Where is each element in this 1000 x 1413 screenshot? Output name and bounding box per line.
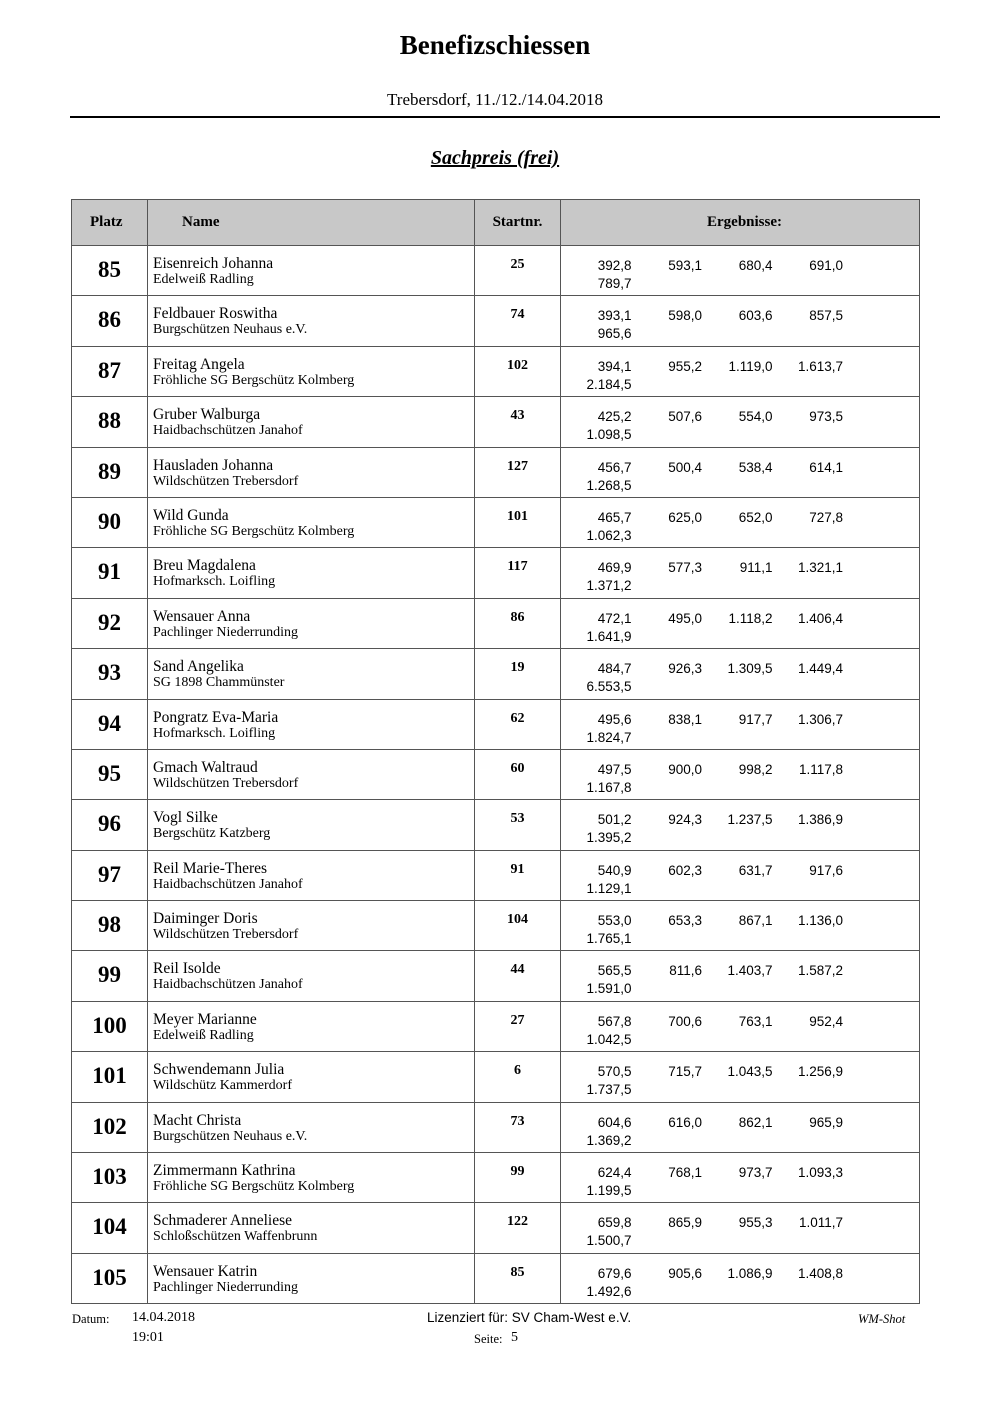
event-location-date: Trebersdorf, 11./12./14.04.2018	[387, 90, 603, 109]
results-cell	[561, 1102, 920, 1152]
result-value: 392,8	[597, 258, 632, 273]
name-cell	[148, 699, 475, 749]
result-value: 865,9	[668, 1215, 702, 1231]
table-row	[72, 1102, 920, 1152]
result-value: 1.093,3	[797, 1165, 843, 1181]
result-value: 1.062,3	[586, 527, 632, 543]
result-value: 393,1	[597, 308, 632, 324]
result-value: 540,9	[597, 862, 632, 878]
startnr-cell: 86	[475, 598, 561, 648]
startnr-cell: 99	[475, 1153, 561, 1203]
result-value: 905,6	[668, 1265, 702, 1281]
name-cell	[148, 598, 475, 648]
result-value: 1.492,6	[586, 1283, 632, 1299]
participant-name: Zimmermann Kathrina	[153, 1162, 296, 1180]
result-value: 965,9	[809, 1114, 843, 1130]
result-value: 924,3	[668, 812, 702, 828]
result-value: 1.043,5	[727, 1064, 773, 1080]
column-header-platz: Platz	[72, 200, 148, 246]
name-cell	[148, 1203, 475, 1253]
platz-cell: 93	[72, 649, 148, 699]
result-value: 497,5	[597, 761, 632, 777]
result-value: 973,7	[738, 1165, 773, 1181]
result-value: 1.765,1	[586, 931, 632, 947]
name-cell	[148, 901, 475, 951]
result-value: 1.587,2	[797, 963, 843, 979]
club-name: Hofmarksch. Loifling	[153, 574, 276, 590]
result-value: 1.237,5	[727, 812, 773, 828]
platz-cell: 96	[72, 800, 148, 850]
startnr-cell: 60	[475, 749, 561, 799]
participant-name: Schmaderer Anneliese	[153, 1212, 293, 1230]
result-value: 570,5	[597, 1064, 632, 1080]
table-row	[72, 1052, 920, 1102]
table-row	[72, 850, 920, 900]
platz-cell: 103	[72, 1153, 148, 1203]
club-name: Wildschützen Trebersdorf	[153, 473, 299, 489]
result-value: 624,4	[597, 1165, 632, 1181]
participant-name: Daiminger Doris	[153, 910, 258, 928]
club-name: Wildschütz Kammerdorf	[153, 1078, 293, 1094]
participant-name: Meyer Marianne	[153, 1010, 257, 1028]
club-name: Pachlinger Niederrunding	[153, 624, 299, 640]
result-value: 567,8	[597, 1013, 632, 1029]
participant-name: Hausladen Johanna	[153, 456, 274, 474]
result-value: 1.098,5	[586, 427, 632, 443]
startnr-cell: 74	[475, 296, 561, 346]
name-cell	[148, 649, 475, 699]
result-value: 1.369,2	[586, 1132, 632, 1148]
results-cell	[561, 649, 920, 699]
result-value: 900,0	[668, 761, 702, 777]
result-value: 598,0	[668, 308, 702, 324]
results-cell	[561, 1203, 920, 1253]
page-footer	[0, 1310, 1000, 1350]
result-value: 1.118,2	[728, 610, 773, 626]
club-name: SG 1898 Chammünster	[153, 675, 285, 691]
table-row	[72, 296, 920, 346]
table-row	[72, 598, 920, 648]
results-cell	[561, 548, 920, 598]
result-value: 811,6	[669, 963, 702, 979]
document-title: Benefizschiessen	[399, 30, 591, 60]
results-cell	[561, 850, 920, 900]
platz-cell: 100	[72, 1001, 148, 1051]
result-value: 965,6	[597, 326, 632, 342]
result-value: 955,3	[738, 1215, 773, 1231]
result-value: 1.129,1	[586, 880, 632, 896]
result-value: 2.184,5	[586, 376, 632, 392]
result-value: 1.449,4	[797, 661, 843, 677]
startnr-cell: 122	[475, 1203, 561, 1253]
result-value: 1.613,7	[797, 358, 843, 374]
result-value: 1.042,5	[586, 1031, 632, 1047]
name-cell	[148, 1102, 475, 1152]
result-value: 507,6	[668, 409, 702, 425]
result-value: 6.553,5	[586, 679, 632, 695]
result-value: 857,5	[809, 308, 843, 324]
platz-cell: 88	[72, 397, 148, 447]
result-value: 926,3	[668, 661, 702, 677]
club-name: Fröhliche SG Bergschütz Kolmberg	[153, 372, 355, 388]
participant-name: Breu Magdalena	[153, 557, 256, 575]
startnr-cell: 91	[475, 850, 561, 900]
result-value: 1.591,0	[586, 981, 632, 997]
result-value: 553,0	[597, 913, 632, 929]
participant-name: Schwendemann Julia	[153, 1061, 285, 1079]
table-row	[72, 1001, 920, 1051]
result-value: 1.395,2	[586, 830, 632, 846]
result-value: 679,6	[597, 1265, 632, 1281]
results-cell	[561, 296, 920, 346]
platz-cell: 101	[72, 1052, 148, 1102]
table-row	[72, 699, 920, 749]
result-value: 593,1	[668, 258, 702, 273]
table-row	[72, 1153, 920, 1203]
table-row	[72, 1203, 920, 1253]
column-header-name: Name	[148, 200, 475, 246]
section-title: Sachpreis (frei)	[430, 147, 560, 169]
column-header-startnr: Startnr.	[475, 200, 561, 246]
club-name: Wildschützen Trebersdorf	[153, 927, 299, 943]
result-value: 952,4	[809, 1013, 843, 1029]
result-value: 1.011,7	[798, 1215, 843, 1231]
results-cell	[561, 1001, 920, 1051]
name-cell	[148, 1253, 475, 1303]
club-name: Haidbachschützen Janahof	[153, 977, 303, 993]
result-value: 1.117,8	[798, 761, 843, 777]
results-cell	[561, 246, 920, 296]
name-cell	[148, 246, 475, 296]
platz-cell: 105	[72, 1253, 148, 1303]
result-value: 495,6	[597, 711, 632, 727]
startnr-cell: 44	[475, 951, 561, 1001]
platz-cell: 104	[72, 1203, 148, 1253]
results-cell	[561, 1153, 920, 1203]
results-cell	[561, 749, 920, 799]
results-cell	[561, 901, 920, 951]
result-value: 911,1	[739, 560, 773, 576]
name-cell	[148, 800, 475, 850]
result-value: 602,3	[668, 862, 702, 878]
startnr-cell: 27	[475, 1001, 561, 1051]
name-cell	[148, 346, 475, 396]
club-name: Wildschützen Trebersdorf	[153, 775, 299, 791]
table-row	[72, 1253, 920, 1303]
result-value: 538,4	[738, 459, 773, 475]
results-cell	[561, 447, 920, 497]
result-value: 867,1	[738, 913, 773, 929]
results-cell	[561, 951, 920, 1001]
club-name: Burgschützen Neuhaus e.V.	[153, 1128, 308, 1144]
result-value: 1.167,8	[586, 779, 632, 795]
result-value: 1.199,5	[586, 1183, 632, 1199]
result-value: 472,1	[597, 610, 632, 626]
result-value: 565,5	[597, 963, 632, 979]
result-value: 973,5	[809, 409, 843, 425]
startnr-cell: 6	[475, 1052, 561, 1102]
name-cell	[148, 1001, 475, 1051]
result-value: 1.403,7	[727, 963, 773, 979]
result-value: 554,0	[738, 409, 773, 425]
result-value: 614,1	[809, 459, 843, 475]
participant-name: Macht Christa	[153, 1111, 242, 1129]
result-value: 1.371,2	[586, 578, 632, 594]
result-value: 604,6	[597, 1114, 632, 1130]
result-value: 495,0	[668, 610, 702, 626]
result-value: 1.406,4	[797, 610, 843, 626]
result-value: 500,4	[668, 459, 702, 475]
table-row	[72, 246, 920, 296]
startnr-cell: 101	[475, 497, 561, 547]
results-cell	[561, 598, 920, 648]
participant-name: Wensauer Katrin	[153, 1262, 258, 1280]
result-value: 577,3	[668, 560, 702, 576]
table-header-row	[72, 200, 920, 246]
result-value: 917,6	[809, 862, 843, 878]
result-value: 501,2	[597, 812, 632, 828]
results-cell	[561, 397, 920, 447]
startnr-cell: 19	[475, 649, 561, 699]
participant-name: Eisenreich Johanna	[153, 255, 274, 272]
club-name: Edelweiß Radling	[153, 1027, 254, 1043]
result-value: 1.641,9	[586, 628, 632, 644]
result-value: 394,1	[597, 358, 632, 374]
platz-cell: 87	[72, 346, 148, 396]
result-value: 425,2	[597, 409, 632, 425]
result-value: 838,1	[668, 711, 702, 727]
participant-name: Feldbauer Roswitha	[153, 305, 278, 323]
club-name: Hofmarksch. Loifling	[153, 725, 276, 741]
footer-license: Lizenziert für: SV Cham-West e.V.	[427, 1310, 632, 1325]
results-cell	[561, 800, 920, 850]
result-value: 1.408,8	[797, 1265, 843, 1281]
result-value: 917,7	[738, 711, 773, 727]
name-cell	[148, 497, 475, 547]
participant-name: Wild Gunda	[153, 506, 229, 524]
column-header-ergebnisse: Ergebnisse:	[561, 200, 920, 246]
name-cell	[148, 749, 475, 799]
result-value: 616,0	[668, 1114, 702, 1130]
participant-name: Wensauer Anna	[153, 607, 251, 625]
result-value: 715,7	[668, 1064, 702, 1080]
result-value: 659,8	[597, 1215, 632, 1231]
result-value: 1.500,7	[586, 1233, 632, 1249]
table-row	[72, 800, 920, 850]
name-cell	[148, 397, 475, 447]
platz-cell: 89	[72, 447, 148, 497]
footer-page-number: 5	[511, 1330, 518, 1345]
table-row	[72, 649, 920, 699]
platz-cell: 95	[72, 749, 148, 799]
result-value: 652,0	[738, 509, 773, 525]
platz-cell: 90	[72, 497, 148, 547]
startnr-cell: 127	[475, 447, 561, 497]
result-value: 691,0	[809, 258, 843, 273]
participant-name: Freitag Angela	[153, 355, 245, 373]
name-cell	[148, 1052, 475, 1102]
results-cell	[561, 346, 920, 396]
startnr-cell: 53	[475, 800, 561, 850]
footer-date-label: Datum:	[72, 1312, 110, 1326]
startnr-cell: 85	[475, 1253, 561, 1303]
startnr-cell: 62	[475, 699, 561, 749]
result-value: 700,6	[668, 1013, 702, 1029]
result-value: 1.309,5	[727, 661, 773, 677]
result-value: 456,7	[597, 459, 632, 475]
participant-name: Gmach Waltraud	[153, 758, 258, 776]
startnr-cell: 102	[475, 346, 561, 396]
participant-name: Gruber Walburga	[153, 406, 261, 424]
result-value: 631,7	[738, 862, 773, 878]
platz-cell: 97	[72, 850, 148, 900]
platz-cell: 91	[72, 548, 148, 598]
name-cell	[148, 296, 475, 346]
result-value: 1.386,9	[797, 812, 843, 828]
name-cell	[148, 951, 475, 1001]
name-cell	[148, 548, 475, 598]
results-table	[71, 199, 920, 1304]
table-row	[72, 497, 920, 547]
result-value: 680,4	[738, 258, 773, 273]
result-value: 1.737,5	[586, 1082, 632, 1098]
result-value: 603,6	[738, 308, 773, 324]
participant-name: Pongratz Eva-Maria	[153, 708, 279, 726]
footer-date: 14.04.2018	[132, 1310, 195, 1325]
participant-name: Reil Isolde	[153, 960, 221, 978]
result-value: 625,0	[668, 509, 702, 525]
footer-page-label: Seite:	[474, 1332, 503, 1346]
result-value: 789,7	[597, 276, 632, 291]
result-value: 1.321,1	[797, 560, 843, 576]
results-cell	[561, 1253, 920, 1303]
result-value: 1.306,7	[797, 711, 843, 727]
result-value: 955,2	[668, 358, 702, 374]
platz-cell: 99	[72, 951, 148, 1001]
club-name: Burgschützen Neuhaus e.V.	[153, 322, 308, 338]
table-row	[72, 397, 920, 447]
result-value: 862,1	[738, 1114, 773, 1130]
result-value: 1.268,5	[586, 477, 632, 493]
club-name: Schloßschützen Waffenbrunn	[153, 1229, 318, 1245]
results-cell	[561, 497, 920, 547]
club-name: Edelweiß Radling	[153, 272, 254, 287]
footer-brand: WM-Shot	[858, 1312, 906, 1326]
result-value: 1.119,0	[728, 358, 773, 374]
footer-time: 19:01	[132, 1330, 164, 1345]
club-name: Bergschütz Katzberg	[153, 826, 271, 842]
table-row	[72, 749, 920, 799]
result-value: 763,1	[738, 1013, 773, 1029]
table-row	[72, 447, 920, 497]
result-value: 727,8	[809, 509, 843, 525]
platz-cell: 102	[72, 1102, 148, 1152]
results-cell	[561, 1052, 920, 1102]
table-row	[72, 951, 920, 1001]
platz-cell: 98	[72, 901, 148, 951]
participant-name: Reil Marie-Theres	[153, 859, 268, 877]
startnr-cell: 43	[475, 397, 561, 447]
platz-cell: 94	[72, 699, 148, 749]
club-name: Haidbachschützen Janahof	[153, 423, 303, 439]
name-cell	[148, 447, 475, 497]
participant-name: Sand Angelika	[153, 658, 244, 676]
club-name: Pachlinger Niederrunding	[153, 1279, 299, 1295]
startnr-cell: 25	[475, 246, 561, 296]
startnr-cell: 73	[475, 1102, 561, 1152]
header-divider	[70, 116, 940, 118]
result-value: 998,2	[738, 761, 773, 777]
result-value: 469,9	[597, 560, 632, 576]
result-value: 1.256,9	[797, 1064, 843, 1080]
name-cell	[148, 850, 475, 900]
results-cell	[561, 699, 920, 749]
table-row	[72, 346, 920, 396]
participant-name: Vogl Silke	[153, 809, 218, 827]
club-name: Fröhliche SG Bergschütz Kolmberg	[153, 1179, 355, 1195]
table-row	[72, 901, 920, 951]
platz-cell: 85	[72, 246, 148, 296]
result-value: 768,1	[668, 1165, 702, 1181]
name-cell	[148, 1153, 475, 1203]
club-name: Haidbachschützen Janahof	[153, 876, 303, 892]
result-value: 484,7	[597, 661, 632, 677]
result-value: 1.824,7	[586, 729, 632, 745]
club-name: Fröhliche SG Bergschütz Kolmberg	[153, 523, 355, 539]
result-value: 1.136,0	[797, 913, 843, 929]
platz-cell: 86	[72, 296, 148, 346]
platz-cell: 92	[72, 598, 148, 648]
table-row	[72, 548, 920, 598]
result-value: 1.086,9	[727, 1265, 773, 1281]
result-value: 653,3	[668, 913, 702, 929]
startnr-cell: 117	[475, 548, 561, 598]
result-value: 465,7	[597, 509, 632, 525]
startnr-cell: 104	[475, 901, 561, 951]
